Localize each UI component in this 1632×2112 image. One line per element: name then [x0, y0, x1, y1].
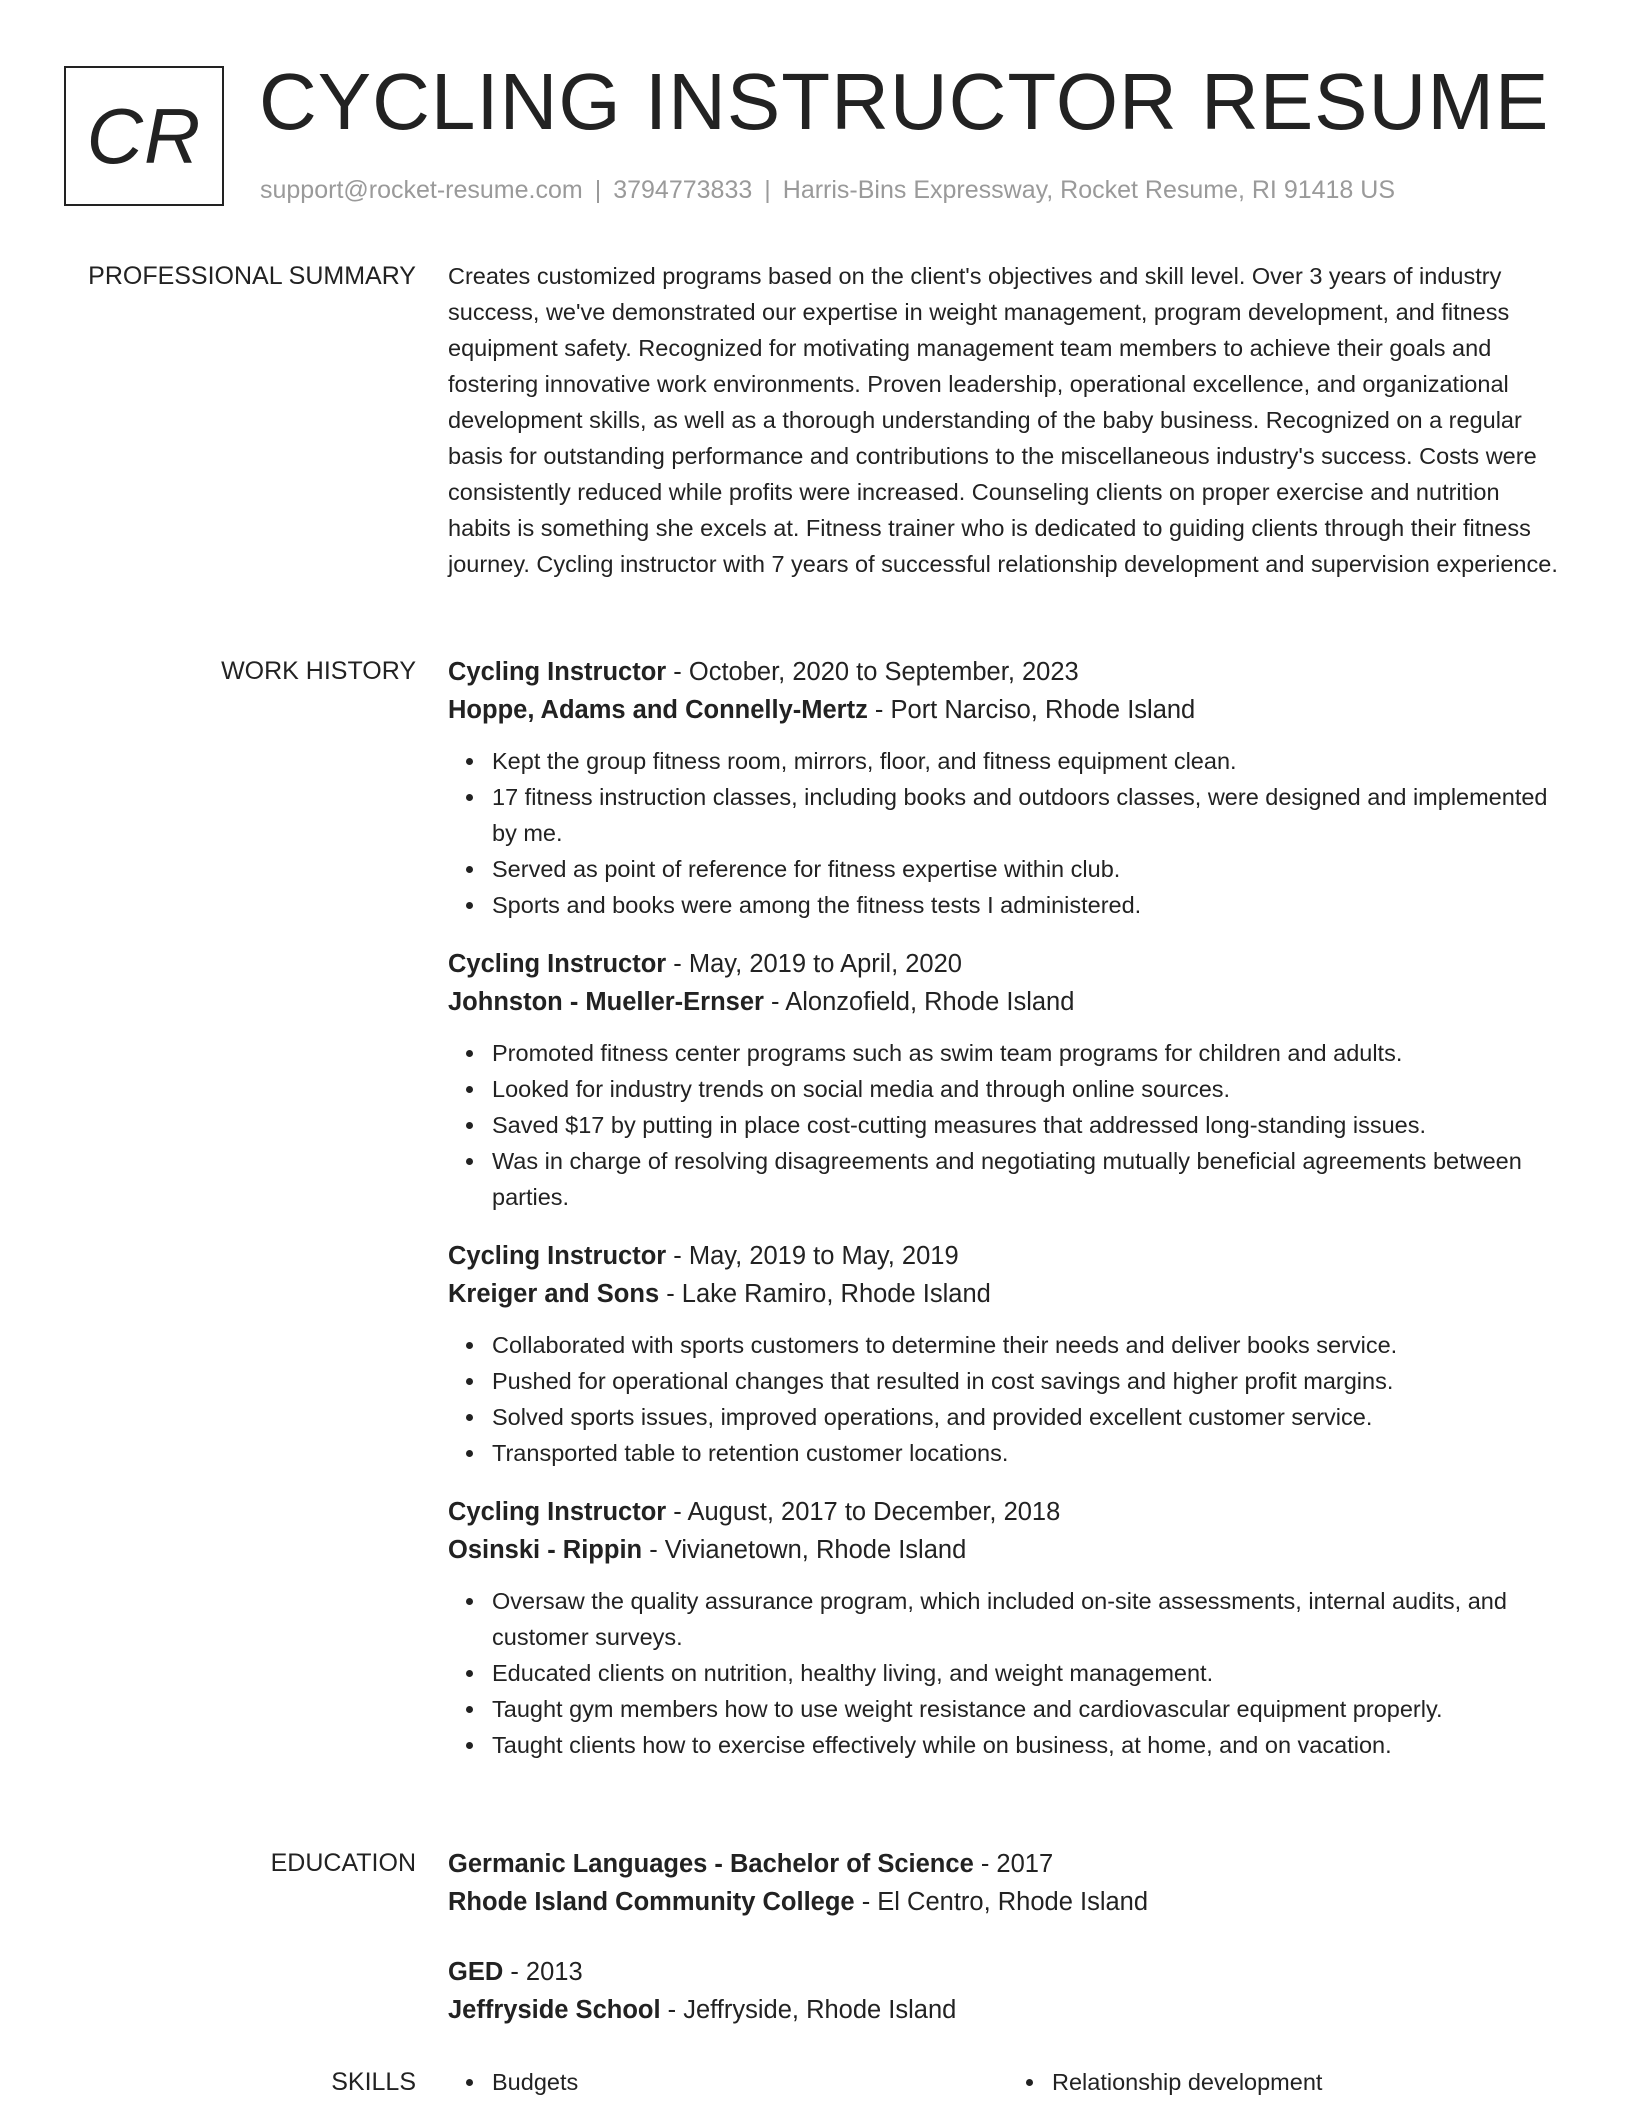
job-title-line [448, 653, 1568, 691]
education-degree: Germanic Languages - Bachelor of Science [448, 1850, 974, 1878]
job-entry [448, 653, 1568, 923]
section-label-education: EDUCATION [270, 1849, 416, 1877]
contact-email[interactable]: support@rocket-resume.com [260, 176, 583, 204]
job-bullet: 17 fitness instruction classes, including books and outdoors classes, were designed and implemented by me. [492, 779, 1568, 851]
education-degree: GED [448, 1958, 504, 1986]
education-school-line [448, 1991, 1568, 2029]
job-location: - Port Narciso, Rhode Island [867, 696, 1196, 724]
job-bullet: Educated clients on nutrition, healthy living, and weight management. [492, 1655, 1568, 1691]
job-title: Cycling Instructor [448, 950, 667, 978]
summary-body [448, 258, 1568, 582]
job-entry [448, 1237, 1568, 1471]
skills-column-left [448, 2064, 1008, 2100]
job-location: - Vivianetown, Rhode Island [642, 1536, 967, 1564]
job-bullet: Sports and books were among the fitness tests I administered. [492, 887, 1568, 923]
education-school: Rhode Island Community College [448, 1888, 855, 1916]
job-entry [448, 945, 1568, 1215]
job-bullets [448, 1035, 1568, 1215]
education-location: - Jeffryside, Rhode Island [660, 1996, 957, 2024]
job-title: Cycling Instructor [448, 658, 667, 686]
job-company: Osinski - Rippin [448, 1536, 643, 1564]
job-title: Cycling Instructor [448, 1242, 667, 1270]
job-bullet: Solved sports issues, improved operations, and provided excellent customer service. [492, 1399, 1568, 1435]
job-bullet: Pushed for operational changes that resulted in cost savings and higher profit margins. [492, 1363, 1568, 1399]
section-label-work-history: WORK HISTORY [221, 657, 416, 685]
job-entry [448, 1493, 1568, 1763]
job-bullets [448, 1583, 1568, 1763]
monogram-badge [64, 66, 224, 206]
education-degree-line [448, 1953, 1568, 1991]
job-bullet: Taught gym members how to use weight resistance and cardiovascular equipment properly. [492, 1691, 1568, 1727]
job-company: Johnston - Mueller-Ernser [448, 988, 764, 1016]
job-bullets [448, 743, 1568, 923]
section-label-summary: PROFESSIONAL SUMMARY [88, 262, 416, 290]
contact-line [260, 176, 1395, 205]
resume-title: CYCLING INSTRUCTOR RESUME [259, 57, 1550, 146]
contact-phone[interactable]: 3794773833 [613, 176, 753, 204]
contact-separator: | [764, 176, 771, 204]
contact-address: Harris-Bins Expressway, Rocket Resume, RI 91418 US [782, 176, 1396, 204]
job-company-line [448, 1275, 1568, 1313]
job-bullet: Taught clients how to exercise effectively while on business, at home, and on vacation. [492, 1727, 1568, 1763]
education-year: - 2017 [973, 1850, 1054, 1878]
job-title-line [448, 1493, 1568, 1531]
skills-body [448, 2064, 1568, 2100]
education-entry [448, 1845, 1568, 1921]
job-bullet: Oversaw the quality assurance program, which included on-site assessments, internal audits, and customer surveys. [492, 1583, 1568, 1655]
job-dates: - May, 2019 to April, 2020 [666, 950, 962, 978]
job-dates: - May, 2019 to May, 2019 [666, 1242, 959, 1270]
job-bullet: Collaborated with sports customers to determine their needs and deliver books service. [492, 1327, 1568, 1363]
monogram-initials: CR [86, 91, 202, 180]
education-entry [448, 1953, 1568, 2029]
job-company-line [448, 983, 1568, 1021]
education-body [448, 1845, 1568, 2061]
job-dates: - October, 2020 to September, 2023 [666, 658, 1079, 686]
job-dates: - August, 2017 to December, 2018 [666, 1498, 1061, 1526]
job-bullets [448, 1327, 1568, 1471]
skills-column-right [1008, 2064, 1568, 2100]
education-school: Jeffryside School [448, 1996, 661, 2024]
job-title-line [448, 945, 1568, 983]
job-company: Kreiger and Sons [448, 1280, 660, 1308]
skills-grid [448, 2064, 1568, 2100]
job-company-line [448, 1531, 1568, 1569]
summary-text: Creates customized programs based on the client's objectives and skill level. Over 3 years of industry success, we've demonstrated our expertise in weight management, program development, and fitness equipment safety. Recognized for motivating management team members to achieve their goals and fostering innovative work environments. Proven leadership, operational excellence, and organizational development skills, as well as a thorough understanding of the baby business. Recognized on a regular basis for outstanding performance and contributions to the miscellaneous industry's success. Costs were consistently reduced while profits were increased. Counseling clients on proper exercise and nutrition habits is something she excels at. Fitness trainer who is dedicated to guiding clients through their fitness journey. Cycling instructor with 7 years of successful relationship development and supervision experience. [448, 263, 1558, 577]
skill-item: Budgets [492, 2064, 1008, 2100]
job-bullet: Transported table to retention customer locations. [492, 1435, 1568, 1471]
education-school-line [448, 1883, 1568, 1921]
job-company: Hoppe, Adams and Connelly-Mertz [448, 696, 868, 724]
job-title-line [448, 1237, 1568, 1275]
job-bullet: Promoted fitness center programs such as swim team programs for children and adults. [492, 1035, 1568, 1071]
job-location: - Lake Ramiro, Rhode Island [659, 1280, 991, 1308]
work-history-body [448, 653, 1568, 1785]
contact-separator: | [594, 176, 602, 204]
job-title: Cycling Instructor [448, 1498, 667, 1526]
section-label-skills: SKILLS [331, 2068, 416, 2096]
job-bullet: Was in charge of resolving disagreements and negotiating mutually beneficial agreements between parties. [492, 1143, 1568, 1215]
job-bullet: Looked for industry trends on social media and through online sources. [492, 1071, 1568, 1107]
education-year: - 2013 [503, 1958, 583, 1986]
job-location: - Alonzofield, Rhode Island [763, 988, 1075, 1016]
skill-item: Relationship development [1052, 2064, 1568, 2100]
education-location: - El Centro, Rhode Island [854, 1888, 1149, 1916]
job-bullet: Kept the group fitness room, mirrors, floor, and fitness equipment clean. [492, 743, 1568, 779]
job-company-line [448, 691, 1568, 729]
job-bullet: Saved $17 by putting in place cost-cutting measures that addressed long-standing issues. [492, 1107, 1568, 1143]
education-degree-line [448, 1845, 1568, 1883]
job-bullet: Served as point of reference for fitness expertise within club. [492, 851, 1568, 887]
